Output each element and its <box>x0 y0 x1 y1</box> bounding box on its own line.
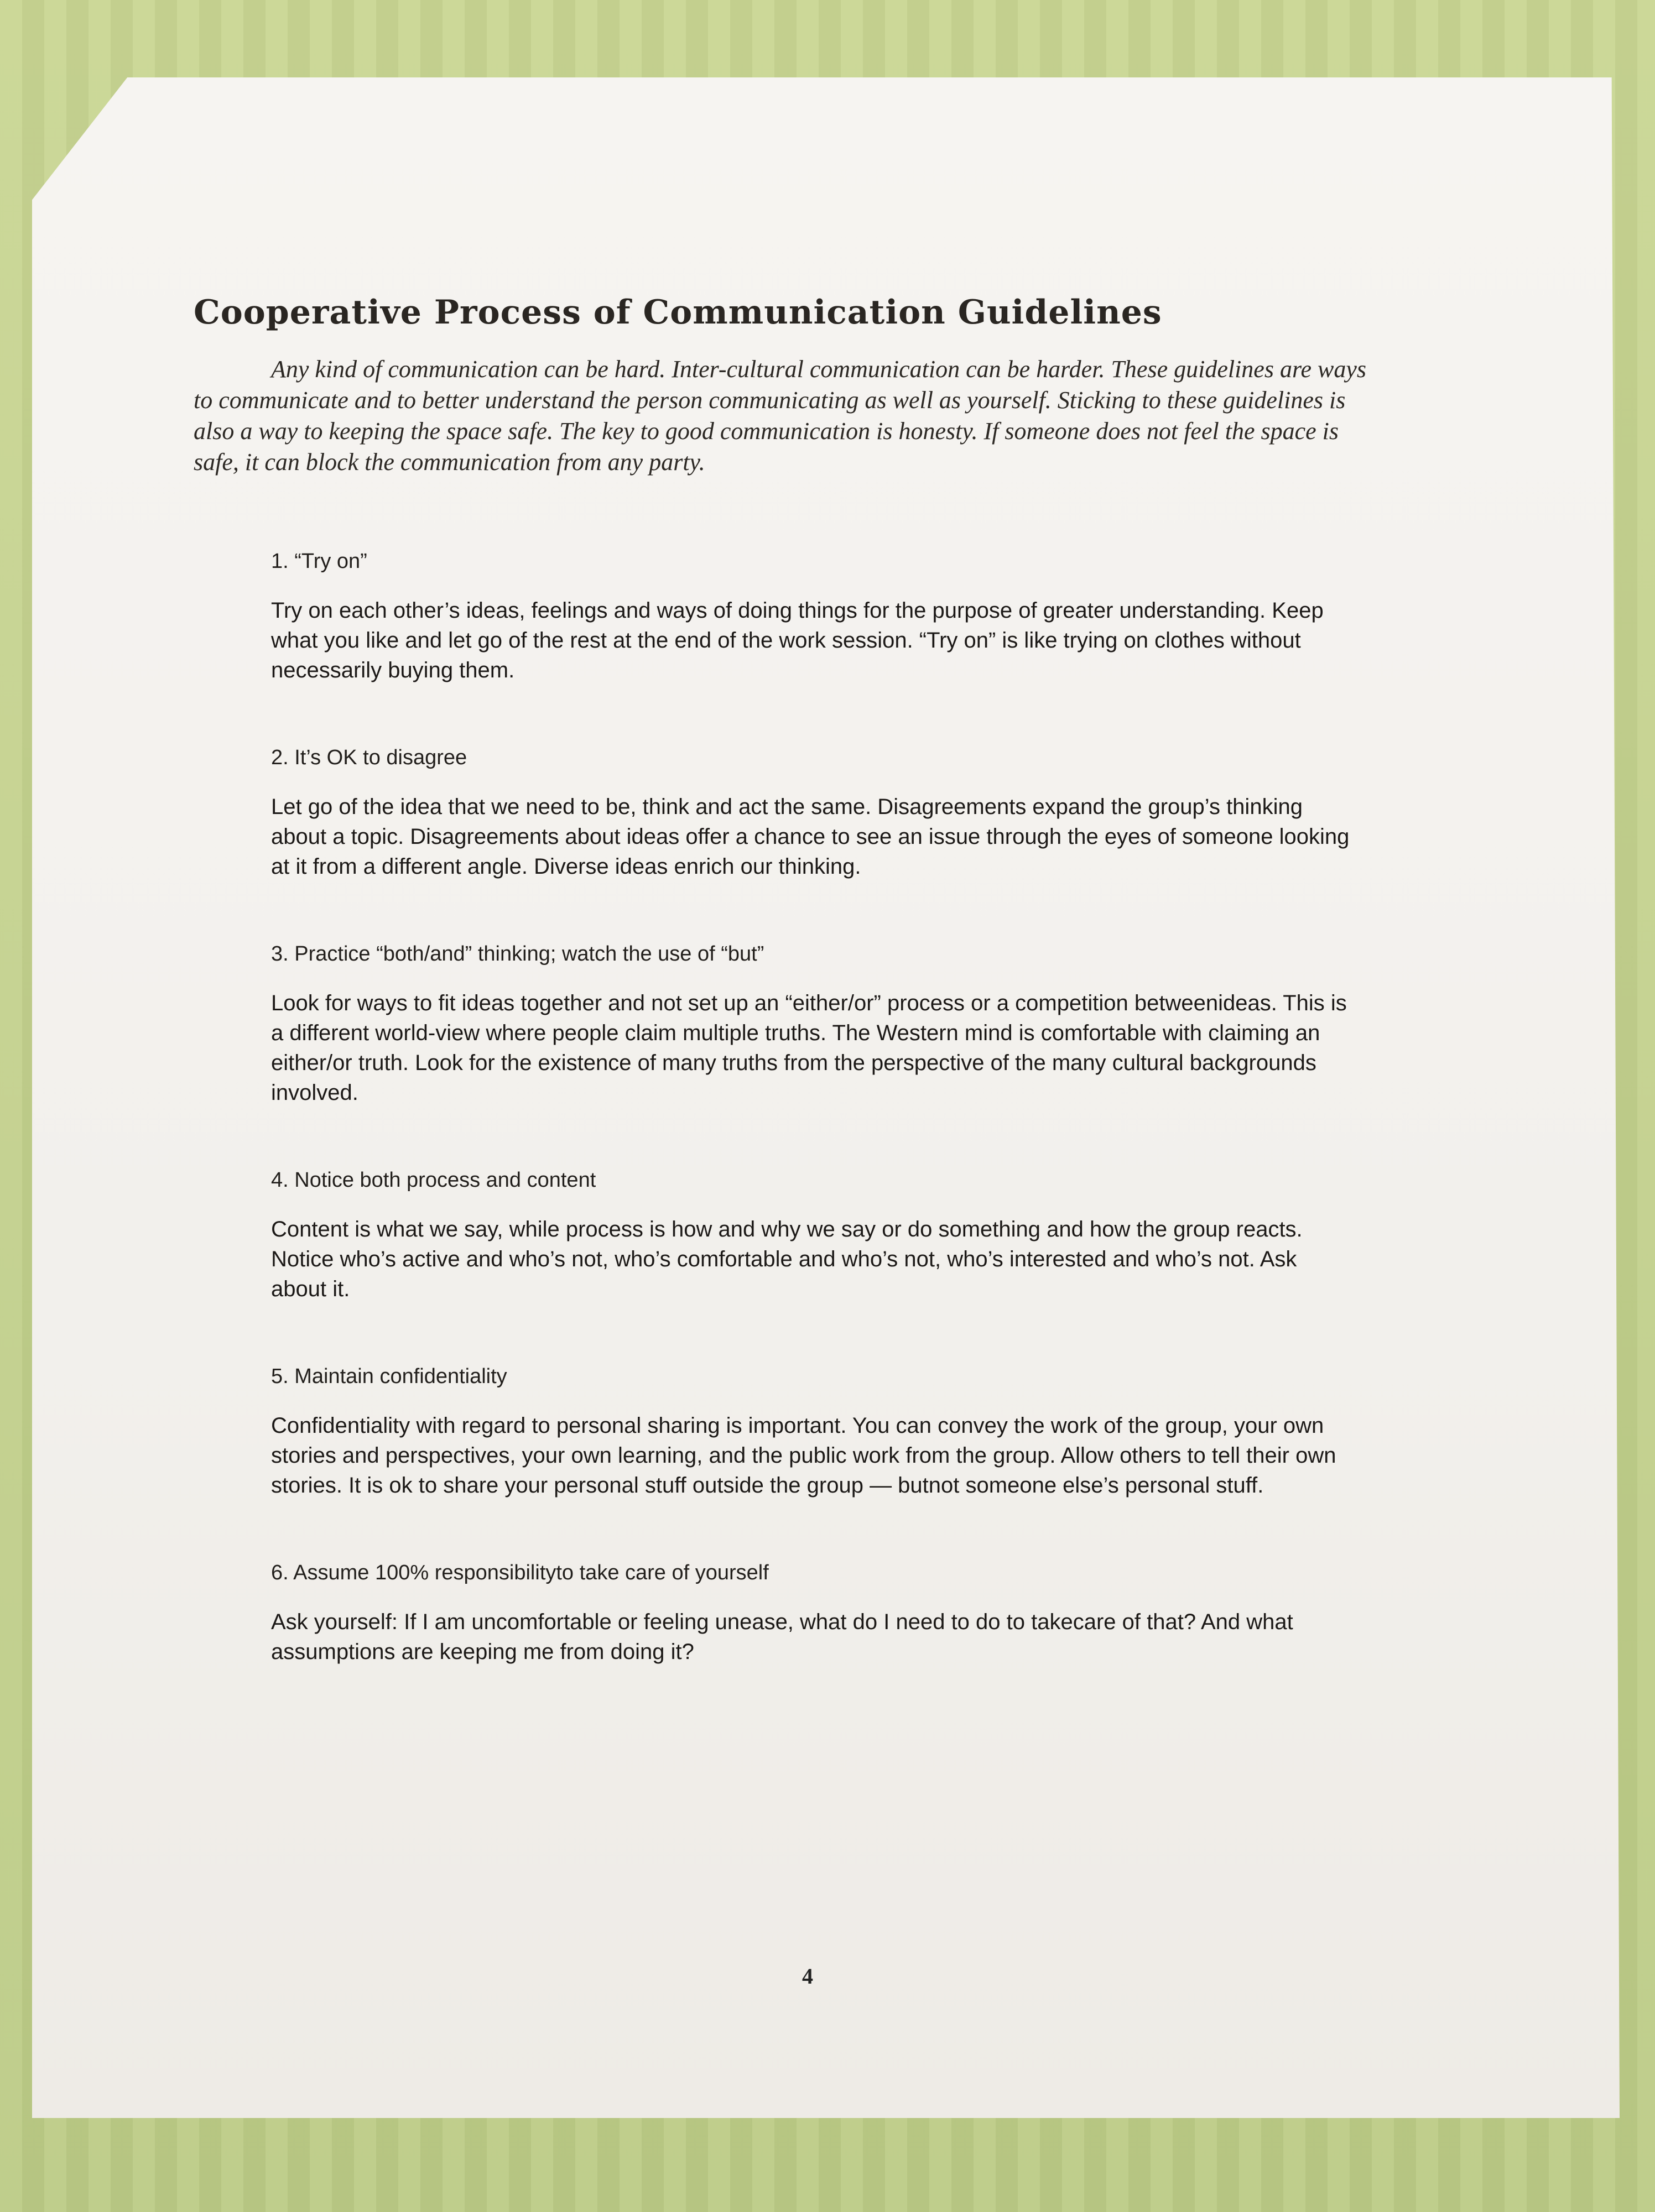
guideline-heading: 5. Maintain confidentiality <box>271 1365 507 1388</box>
guideline-section-6 <box>271 1561 1355 1667</box>
intro-paragraph: Any kind of communication can be hard. Inter-cultural communication can be harder. These guidelines are ways to communicate and to better understand the person communicating as well as yourself. Sticking to these guidelines is also a way to keeping the space safe. The key to good communication is honesty. If someone does not feel the space is safe, it can block the communication from any party. <box>194 356 1366 476</box>
guideline-heading: 6. Assume 100% responsibilityto take care of yourself <box>271 1561 769 1584</box>
guideline-heading: 3. Practice “both/and” thinking; watch the use of “but” <box>271 942 764 966</box>
guideline-body: Look for ways to fit ideas together and not set up an “either/or” process or a competition betweenideas. This is a different world-view where people claim multiple truths. The Western mind is comfortable with claiming an either/or truth. Look for the existence of many truths from the perspective of the many cultural backgrounds involved. <box>271 991 1347 1105</box>
guideline-section-2 <box>271 746 1355 881</box>
guideline-section-3 <box>271 942 1355 1108</box>
guideline-body: Let go of the idea that we need to be, think and act the same. Disagreements expand the group’s thinking about a topic. Disagreements about ideas offer a chance to see an issue through the eyes of someone looking at it from a different angle. Diverse ideas enrich our thinking. <box>271 795 1350 879</box>
guideline-body: Try on each other’s ideas, feelings and ways of doing things for the purpose of greater understanding. Keep what you like and let go of the rest at the end of the work session. “Try on” is like trying on clothes without necessarily buying them. <box>271 598 1324 682</box>
guideline-heading: 4. Notice both process and content <box>271 1168 596 1192</box>
guideline-body: Ask yourself: If I am uncomfortable or feeling unease, what do I need to do to takecare of that? And what assumptions are keeping me from doing it? <box>271 1610 1293 1664</box>
document-content <box>194 293 1366 1728</box>
document-title: Cooperative Process of Communication Guidelines <box>194 293 1162 332</box>
page-number: 4 <box>802 1964 813 1989</box>
guideline-section-4 <box>271 1168 1355 1304</box>
guideline-heading: 1. “Try on” <box>271 550 367 573</box>
guideline-section-1 <box>271 550 1355 685</box>
guideline-section-5 <box>271 1365 1355 1500</box>
guideline-heading: 2. It’s OK to disagree <box>271 746 467 769</box>
guideline-body: Confidentiality with regard to personal sharing is important. You can convey the work of the group, your own stories and perspectives, your own learning, and the public work from the group. Allow others to tell their own stories. It is ok to share your personal stuff outside the group — butnot someone else’s personal stuff. <box>271 1413 1336 1498</box>
guideline-body: Content is what we say, while process is how and why we say or do something and how the group reacts. Notice who’s active and who’s not, who’s comfortable and who’s not, who’s interested and who’s not. Ask about it. <box>271 1217 1303 1301</box>
